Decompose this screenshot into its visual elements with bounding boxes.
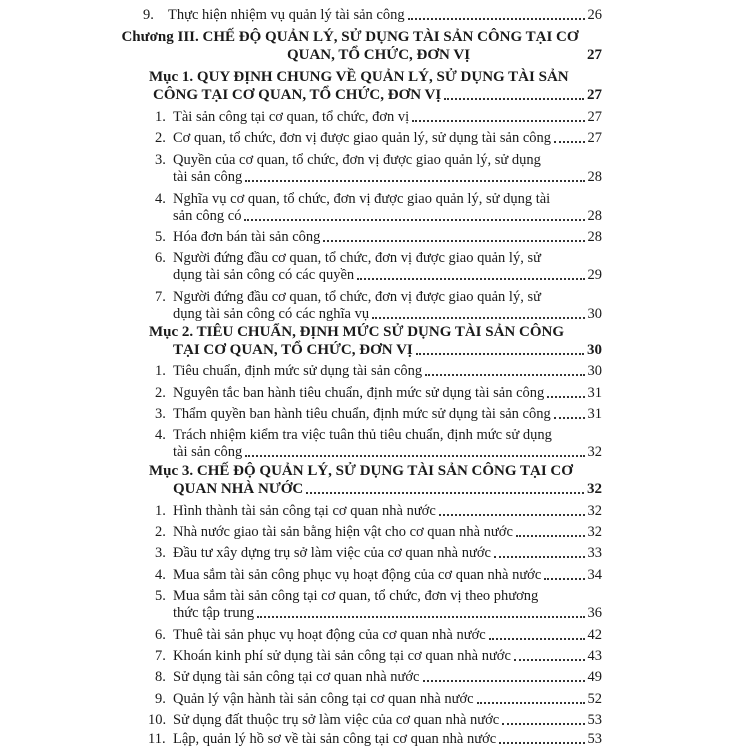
toc-entry-title-cont: dụng tài sản công có các nghĩa vụ (173, 306, 370, 322)
toc-entry-title: Lập, quản lý hồ sơ về tài sản công tại cơ quan nhà nước (173, 731, 497, 747)
toc-entry-title: Khoán kinh phí sử dụng tài sản công tại cơ quan nhà nước (173, 648, 511, 664)
section-heading-line1: Mục 3. CHẾ ĐỘ QUẢN LÝ, SỬ DỤNG TÀI SẢN CÔNG TẠI CƠ (149, 463, 573, 479)
toc-entry-page: 28 (587, 229, 602, 245)
toc-entry-title: Mua sắm tài sản công tại cơ quan, tổ chức, đơn vị theo phương (173, 588, 539, 604)
toc-entry-number: 3. (155, 545, 166, 561)
toc-entry-number: 7. (155, 648, 166, 664)
toc-entry-page: 32 (587, 524, 602, 540)
dot-leader (425, 374, 584, 376)
toc-entry-title-cont: tài sản công (173, 169, 243, 185)
toc-entry-page: 30 (587, 306, 602, 322)
dot-leader (547, 396, 584, 398)
dot-leader (245, 180, 584, 182)
toc-entry-title: Sử dụng tài sản công tại cơ quan nhà nước (173, 669, 420, 685)
toc-entry-line1 (155, 151, 541, 169)
toc-entry-title: Trách nhiệm kiểm tra việc tuân thủ tiêu chuẩn, định mức sử dụng (173, 427, 552, 443)
toc-entry-line1 (155, 190, 550, 208)
toc-entry (155, 566, 602, 584)
toc-entry-number: 8. (155, 669, 166, 685)
section-heading-line1: Mục 1. QUY ĐỊNH CHUNG VỀ QUẢN LÝ, SỬ DỤNG TÀI SẢN (149, 69, 569, 85)
toc-entry (173, 266, 602, 284)
toc-entry-title: Quản lý vận hành tài sản công tại cơ quan nhà nước (173, 691, 474, 707)
dot-leader (244, 219, 584, 221)
toc-entry (173, 443, 602, 461)
toc-entry-page: 34 (587, 567, 602, 583)
toc-entry-number: 2. (155, 385, 166, 401)
toc-entry (155, 228, 602, 246)
toc-entry-title-cont: tài sản công (173, 444, 243, 460)
toc-entry-number: 6. (155, 627, 166, 643)
toc-entry (155, 405, 602, 423)
toc-entry-number: 1. (155, 503, 166, 519)
dot-leader (502, 723, 584, 725)
dot-leader (499, 742, 584, 744)
toc-entry (173, 207, 602, 225)
toc-entry-page: 36 (587, 605, 602, 621)
dot-leader (423, 680, 585, 682)
toc-entry-page: 32 (587, 444, 602, 460)
dot-leader (408, 18, 585, 20)
toc-entry (143, 6, 602, 24)
toc-entry-line1 (155, 288, 541, 306)
toc-entry-title-cont: sản công có (173, 208, 242, 224)
section-heading (173, 341, 602, 359)
section-heading-page: 30 (587, 342, 602, 358)
toc-entry-page: 28 (587, 169, 602, 185)
dot-leader (323, 240, 584, 242)
dot-leader (357, 278, 584, 280)
toc-entry (155, 129, 602, 147)
dot-leader (514, 659, 585, 661)
dot-leader (554, 141, 584, 143)
toc-entry-number: 2. (155, 130, 166, 146)
toc-entry-number: 11. (148, 731, 166, 747)
toc-entry-title: Tiêu chuẩn, định mức sử dụng tài sản công (173, 363, 423, 379)
section-heading-line2: TẠI CƠ QUAN, TỔ CHỨC, ĐƠN VỊ (173, 342, 413, 358)
toc-entry-number: 4. (155, 427, 166, 443)
toc-entry (155, 626, 602, 644)
toc-entry (148, 730, 602, 748)
toc-entry-page: 42 (587, 627, 602, 643)
toc-entry-title-cont: dụng tài sản công có các quyền (173, 267, 355, 283)
toc-entry-number: 10. (148, 712, 167, 728)
toc-entry-number: 3. (155, 406, 166, 422)
toc-entry-page: 29 (587, 267, 602, 283)
dot-leader (477, 702, 585, 704)
toc-entry-page: 28 (587, 208, 602, 224)
dot-leader (544, 578, 584, 580)
toc-entry-title: Thực hiện nhiệm vụ quản lý tài sản công (168, 7, 405, 23)
toc-entry-title: Nhà nước giao tài sản bằng hiện vật cho cơ quan nhà nước (173, 524, 513, 540)
toc-entry-title: Quyền của cơ quan, tổ chức, đơn vị được giao quản lý, sử dụng (173, 152, 541, 168)
dot-leader (257, 616, 584, 618)
section-heading-line2: QUAN NHÀ NƯỚC (173, 481, 304, 497)
dot-leader (416, 353, 584, 355)
toc-entry-number: 5. (155, 229, 166, 245)
toc-entry-title: Thuê tài sản phục vụ hoạt động của cơ quan nhà nước (173, 627, 486, 643)
toc-entry-line1 (155, 426, 552, 444)
toc-entry-page: 27 (587, 130, 602, 146)
toc-entry-page: 27 (587, 109, 602, 125)
dot-leader (554, 417, 585, 419)
chapter-heading-page: 27 (587, 47, 603, 63)
dot-leader (444, 98, 584, 100)
toc-entry-page: 26 (587, 7, 602, 23)
toc-entry (155, 544, 602, 562)
toc-entry-title-cont: thức tập trung (173, 605, 255, 621)
dot-leader (372, 317, 584, 319)
dot-leader (494, 556, 585, 558)
toc-entry-title: Nguyên tắc ban hành tiêu chuẩn, định mức sử dụng tài sản công (173, 385, 545, 401)
toc-entry-title: Mua sắm tài sản công phục vụ hoạt động của cơ quan nhà nước (173, 567, 542, 583)
toc-entry-number: 1. (155, 109, 166, 125)
section-heading (153, 86, 602, 104)
toc-entry-page: 52 (587, 691, 602, 707)
toc-entry-page: 33 (587, 545, 602, 561)
toc-entry-page: 32 (587, 503, 602, 519)
toc-entry-title: Sử dụng đất thuộc trụ sở làm việc của cơ quan nhà nước (173, 712, 500, 728)
toc-entry (155, 384, 602, 402)
dot-leader (516, 535, 585, 537)
toc-entry-title: Cơ quan, tổ chức, đơn vị được giao quản lý, sử dụng tài sản công (173, 130, 552, 146)
toc-entry-title: Đầu tư xây dựng trụ sở làm việc của cơ quan nhà nước (173, 545, 491, 561)
section-heading-line2: CÔNG TẠI CƠ QUAN, TỔ CHỨC, ĐƠN VỊ (153, 87, 442, 103)
toc-entry-title: Hình thành tài sản công tại cơ quan nhà nước (173, 503, 436, 519)
section-heading-page: 27 (587, 87, 602, 103)
toc-entry-page: 53 (587, 731, 602, 747)
toc-entry (155, 108, 602, 126)
dot-leader (489, 638, 585, 640)
toc-entry-line1 (155, 587, 538, 605)
toc-entry-page: 49 (587, 669, 602, 685)
toc-entry (155, 502, 602, 520)
toc-entry-number: 4. (155, 191, 166, 207)
toc-entry-number: 2. (155, 524, 166, 540)
section-heading (173, 480, 602, 498)
toc-entry-page: 31 (587, 406, 602, 422)
toc-entry-page: 43 (587, 648, 602, 664)
toc-entry-number: 7. (155, 289, 166, 305)
toc-entry-page: 53 (587, 712, 602, 728)
toc-entry-number: 4. (155, 567, 166, 583)
chapter-heading-line1: Chương III. CHẾ ĐỘ QUẢN LÝ, SỬ DỤNG TÀI SẢN CÔNG TẠI CƠ (121, 29, 579, 45)
dot-leader (245, 455, 584, 457)
toc-entry (173, 168, 602, 186)
toc-entry-number: 1. (155, 363, 166, 379)
toc-entry (173, 305, 602, 323)
toc-entry-number: 9. (155, 691, 166, 707)
dot-leader (412, 120, 584, 122)
toc-entry-number: 6. (155, 250, 166, 266)
chapter-heading (100, 46, 602, 64)
toc-entry (155, 668, 602, 686)
section-heading-page: 32 (587, 481, 602, 497)
toc-entry-number: 3. (155, 152, 166, 168)
toc-entry-title: Tài sản công tại cơ quan, tổ chức, đơn vị (173, 109, 410, 125)
toc-entry (173, 604, 602, 622)
toc-entry (155, 362, 602, 380)
toc-entry-line1 (155, 249, 541, 267)
toc-entry-page: 31 (587, 385, 602, 401)
dot-leader (439, 514, 585, 516)
toc-entry-title: Người đứng đầu cơ quan, tổ chức, đơn vị được giao quản lý, sử (173, 250, 541, 266)
toc-entry (148, 711, 602, 729)
section-heading-line1: Mục 2. TIÊU CHUẨN, ĐỊNH MỨC SỬ DỤNG TÀI SẢN CÔNG (149, 324, 565, 340)
toc-entry-number: 9. (143, 7, 154, 23)
toc-entry (155, 523, 602, 541)
toc-entry-title: Thẩm quyền ban hành tiêu chuẩn, định mức sử dụng tài sản công (173, 406, 551, 422)
toc-entry (155, 690, 602, 708)
toc-entry-page: 30 (587, 363, 602, 379)
toc-entry-title: Nghĩa vụ cơ quan, tổ chức, đơn vị được giao quản lý, sử dụng tài (173, 191, 551, 207)
toc-entry-number: 5. (155, 588, 166, 604)
toc-entry-title: Người đứng đầu cơ quan, tổ chức, đơn vị được giao quản lý, sử (173, 289, 541, 305)
toc-entry (155, 647, 602, 665)
toc-entry-title: Hóa đơn bán tài sản công (173, 229, 321, 245)
dot-leader (306, 492, 584, 494)
chapter-heading-line2: QUAN, TỔ CHỨC, ĐƠN VỊ (286, 47, 471, 63)
